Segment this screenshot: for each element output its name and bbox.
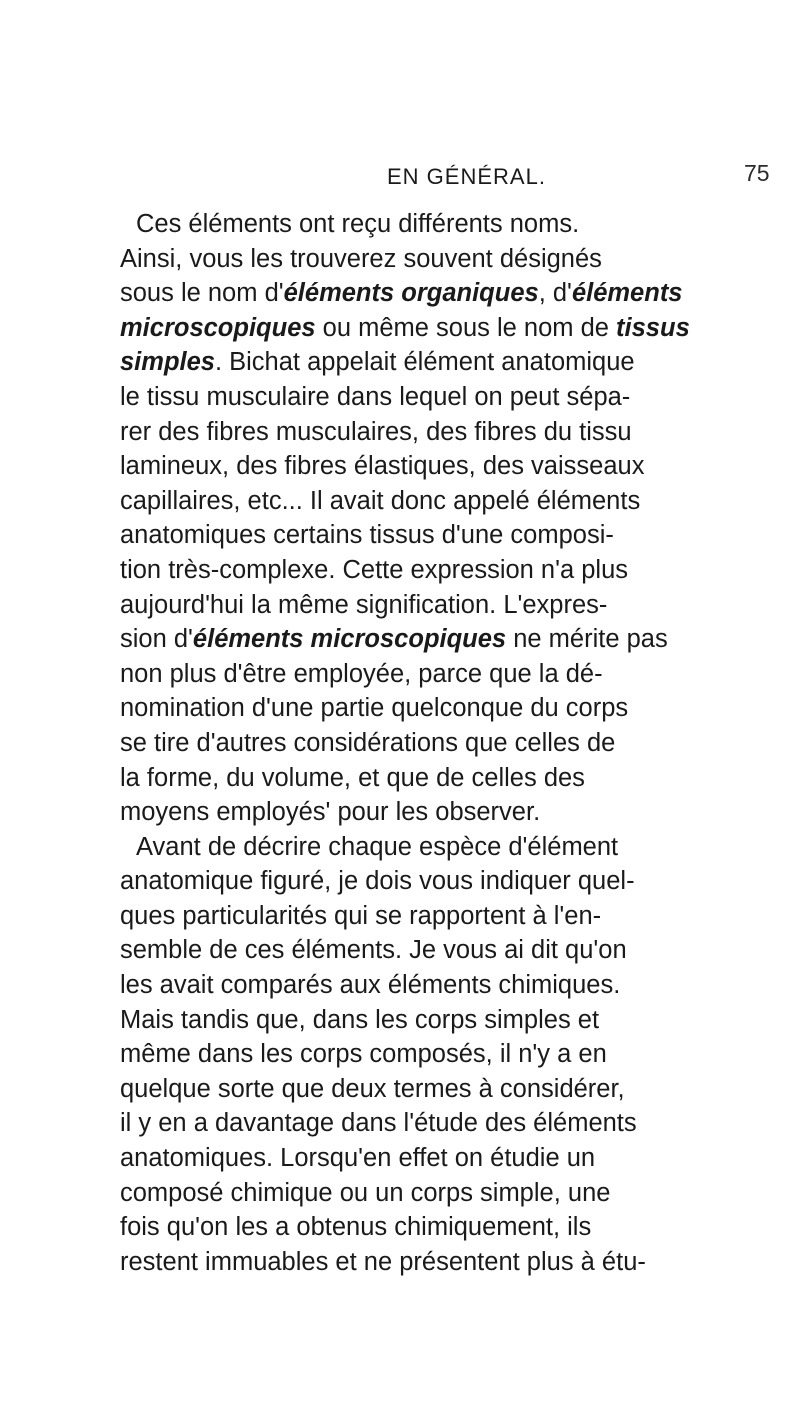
text-line bbox=[120, 484, 800, 519]
text-segment: semble de ces éléments. Je vous ai dit qu'on bbox=[120, 936, 627, 965]
text-line bbox=[120, 1176, 800, 1211]
text-line bbox=[120, 1072, 800, 1107]
text-line bbox=[120, 933, 800, 968]
text-line bbox=[120, 380, 800, 415]
text-line bbox=[120, 1210, 800, 1245]
text-line bbox=[120, 1037, 800, 1072]
italic-text-segment: tissus bbox=[616, 313, 690, 342]
text-line bbox=[120, 1106, 800, 1141]
text-segment: même dans les corps composés, il n'y a en bbox=[120, 1040, 607, 1069]
text-line bbox=[120, 1003, 800, 1038]
text-line bbox=[120, 449, 800, 484]
text-segment: non plus d'être employée, parce que la dé- bbox=[120, 659, 603, 688]
text-segment: ou même sous le nom de bbox=[315, 313, 617, 342]
text-segment: anatomiques. Lorsqu'en effet on étudie un bbox=[120, 1144, 596, 1173]
running-head bbox=[0, 160, 801, 196]
text-line bbox=[120, 864, 800, 899]
text-segment: fois qu'on les a obtenus chimiquement, ils bbox=[120, 1213, 592, 1242]
text-line bbox=[120, 242, 800, 277]
text-line bbox=[120, 588, 800, 623]
italic-text-segment: simples bbox=[120, 348, 215, 377]
text-line bbox=[120, 311, 800, 346]
text-segment: anatomique figuré, je dois vous indiquer quel- bbox=[120, 867, 635, 896]
text-line bbox=[120, 415, 800, 450]
text-segment: le tissu musculaire dans lequel on peut sépa- bbox=[120, 382, 631, 411]
text-segment: anatomiques certains tissus d'une composi- bbox=[120, 521, 614, 550]
text-line bbox=[120, 795, 800, 830]
text-segment: la forme, du volume, et que de celles des bbox=[120, 763, 585, 792]
text-line bbox=[120, 691, 800, 726]
text-line bbox=[120, 276, 800, 311]
text-line bbox=[120, 1245, 800, 1280]
text-segment: . Bichat appelait élément anatomique bbox=[214, 348, 635, 377]
text-segment: aujourd'hui la même signification. L'expres- bbox=[120, 590, 608, 619]
text-segment: ne mérite pas bbox=[506, 625, 668, 654]
text-segment: Ainsi, vous les trouverez souvent désignés bbox=[120, 244, 602, 273]
text-segment: nomination d'une partie quelconque du corps bbox=[120, 694, 629, 723]
page-number: 75 bbox=[744, 160, 770, 186]
text-segment: se tire d'autres considérations que celles de bbox=[120, 728, 616, 757]
text-segment: tion très-complexe. Cette expression n'a plus bbox=[120, 555, 629, 584]
text-segment: Ces éléments ont reçu différents noms. bbox=[136, 210, 580, 238]
text-segment: moyens employés' pour les observer. bbox=[120, 798, 541, 827]
text-segment: restent immuables et ne présentent plus à étu- bbox=[120, 1247, 646, 1276]
text-segment: sous le nom d' bbox=[120, 279, 284, 308]
text-line bbox=[120, 899, 800, 934]
text-line bbox=[120, 1141, 800, 1176]
text-line bbox=[120, 622, 800, 657]
text-segment: capillaires, etc... Il avait donc appelé éléments bbox=[120, 486, 641, 515]
text-segment: les avait comparés aux éléments chimiques. bbox=[120, 971, 621, 1000]
text-segment: ques particularités qui se rapportent à l'en- bbox=[120, 901, 602, 930]
text-segment: il y en a davantage dans l'étude des éléments bbox=[120, 1109, 637, 1138]
italic-text-segment: éléments microscopiques bbox=[192, 625, 507, 654]
text-line bbox=[120, 345, 800, 380]
text-line bbox=[120, 553, 800, 588]
text-segment: rer des fibres musculaires, des fibres du tissu bbox=[120, 417, 632, 446]
text-segment: , d' bbox=[538, 279, 572, 308]
text-line bbox=[120, 726, 800, 761]
text-line bbox=[120, 518, 800, 553]
italic-text-segment: éléments bbox=[571, 279, 683, 308]
body-text bbox=[120, 207, 800, 1279]
text-line bbox=[120, 830, 800, 865]
text-line bbox=[120, 207, 800, 242]
text-segment: Avant de décrire chaque espèce d'élément bbox=[136, 832, 619, 861]
text-line bbox=[120, 657, 800, 692]
italic-text-segment: éléments organiques bbox=[283, 279, 539, 308]
running-title: EN GÉNÉRAL. bbox=[387, 164, 546, 189]
text-segment: quelque sorte que deux termes à considérer, bbox=[120, 1074, 625, 1103]
text-segment: Mais tandis que, dans les corps simples et bbox=[120, 1005, 600, 1034]
text-line bbox=[120, 968, 800, 1003]
text-segment: sion d' bbox=[120, 625, 193, 654]
italic-text-segment: microscopiques bbox=[120, 313, 316, 342]
text-line bbox=[120, 761, 800, 796]
text-segment: lamineux, des fibres élastiques, des vaisseaux bbox=[120, 452, 645, 481]
text-segment: composé chimique ou un corps simple, une bbox=[120, 1178, 611, 1207]
